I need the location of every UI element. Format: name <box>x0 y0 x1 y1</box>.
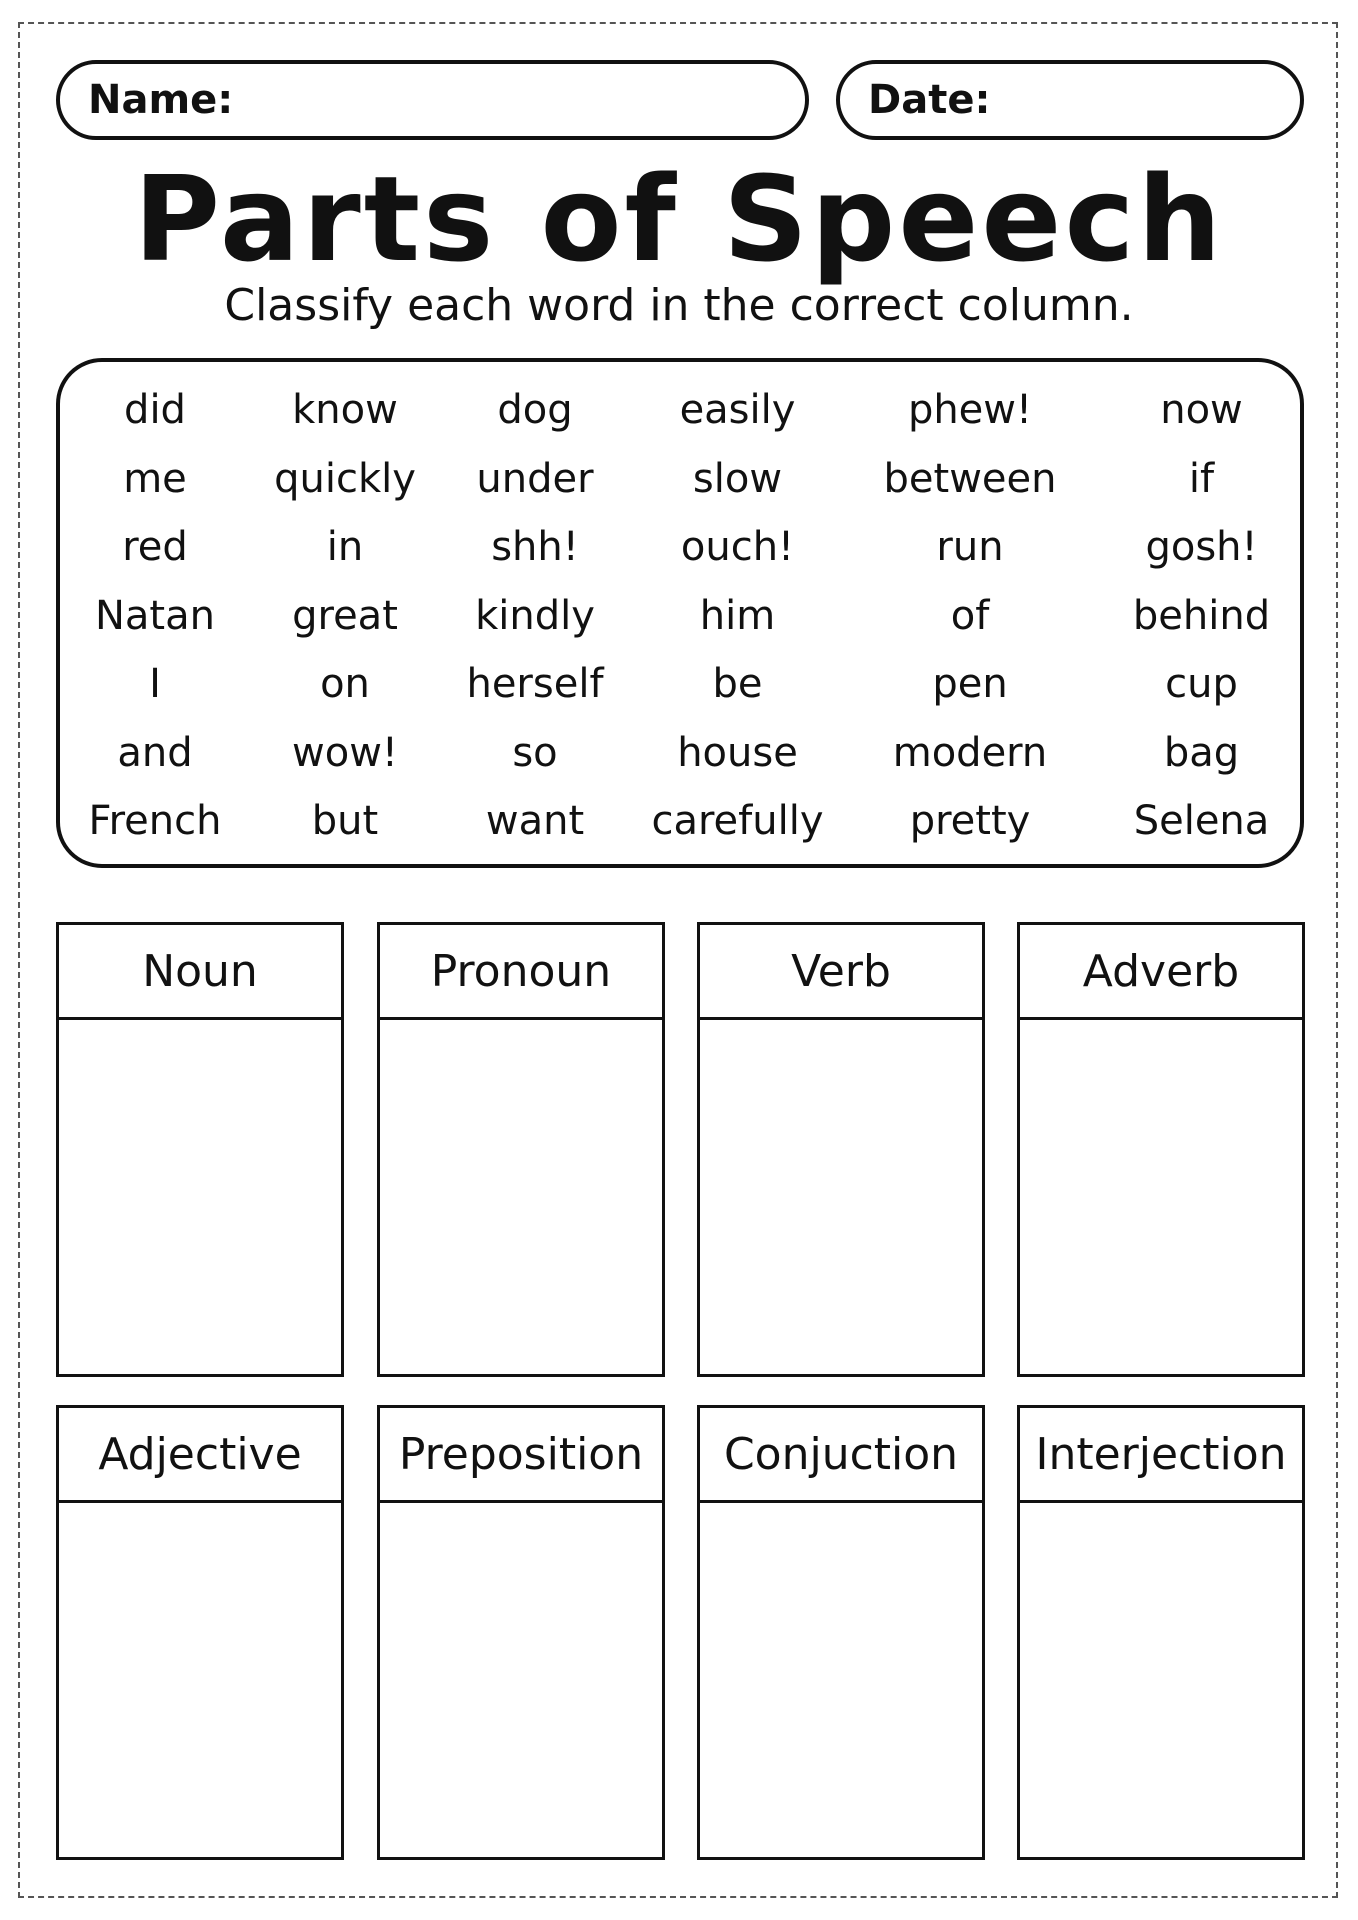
word-bank-item: phew! <box>907 387 1033 434</box>
category-box-preposition <box>377 1405 665 1860</box>
word-bank-item: modern <box>892 729 1048 776</box>
word-bank-item: house <box>677 729 798 776</box>
answer-area[interactable] <box>59 1503 341 1863</box>
answer-area[interactable] <box>380 1020 662 1380</box>
word-bank-item: herself <box>466 661 604 708</box>
word-bank-item: him <box>699 592 776 639</box>
word-bank-item: under <box>476 455 594 502</box>
word-bank-item: of <box>950 592 990 639</box>
category-header: Adjective <box>59 1408 341 1503</box>
word-bank-item: French <box>88 798 222 845</box>
category-header: Noun <box>59 925 341 1020</box>
word-bank-item: kindly <box>475 592 595 639</box>
word-bank-item: great <box>292 592 398 639</box>
date-label: Date: <box>868 77 991 123</box>
word-bank-item: bag <box>1163 729 1240 776</box>
category-header: Conjuction <box>700 1408 982 1503</box>
name-label: Name: <box>88 77 234 123</box>
answer-area[interactable] <box>700 1020 982 1380</box>
word-bank-item: Selena <box>1133 798 1270 845</box>
word-bank-item: want <box>485 798 585 845</box>
answer-area[interactable] <box>380 1503 662 1863</box>
date-field[interactable] <box>836 60 1304 140</box>
word-bank-item: quickly <box>274 455 416 502</box>
answer-area[interactable] <box>59 1020 341 1380</box>
word-bank-item: I <box>149 661 161 708</box>
name-field[interactable] <box>56 60 809 140</box>
category-box-interjection <box>1017 1405 1305 1860</box>
category-header: Preposition <box>380 1408 662 1503</box>
answer-area[interactable] <box>700 1503 982 1863</box>
word-bank-item: slow <box>692 455 783 502</box>
category-box-adverb <box>1017 922 1305 1377</box>
word-bank-item: cup <box>1165 661 1238 708</box>
category-header: Adverb <box>1020 925 1302 1020</box>
word-bank-item: Natan <box>95 592 215 639</box>
word-bank-item: did <box>124 387 186 434</box>
category-box-conjuction <box>697 1405 985 1860</box>
word-bank-item: be <box>712 661 763 708</box>
word-bank-item: run <box>936 524 1004 571</box>
word-bank-item: shh! <box>491 524 579 571</box>
word-bank-item: dog <box>497 387 573 434</box>
category-box-pronoun <box>377 922 665 1377</box>
category-box-adjective <box>56 1405 344 1860</box>
word-bank-item: carefully <box>651 798 824 845</box>
page-title: Parts of Speech <box>133 150 1225 288</box>
answer-area[interactable] <box>1020 1020 1302 1380</box>
word-bank-item: behind <box>1132 592 1271 639</box>
answer-area[interactable] <box>1020 1503 1302 1863</box>
instructions: Classify each word in the correct column. <box>224 280 1134 331</box>
category-box-verb <box>697 922 985 1377</box>
word-bank-item: wow! <box>292 729 398 776</box>
word-bank-item: pretty <box>909 798 1031 845</box>
word-bank-item: on <box>320 661 370 708</box>
word-bank-item: now <box>1160 387 1243 434</box>
word-bank-item: pen <box>932 661 1008 708</box>
word-bank-item: red <box>122 524 188 571</box>
word-bank <box>56 358 1304 868</box>
word-bank-item: know <box>292 387 398 434</box>
word-bank-item: between <box>883 455 1057 502</box>
category-header: Pronoun <box>380 925 662 1020</box>
category-header: Interjection <box>1020 1408 1302 1503</box>
word-bank-item: so <box>512 729 558 776</box>
word-bank-item: but <box>311 798 379 845</box>
word-bank-item: and <box>117 729 193 776</box>
category-header: Verb <box>700 925 982 1020</box>
word-bank-item: me <box>123 455 187 502</box>
word-bank-item: ouch! <box>680 524 795 571</box>
word-bank-item: easily <box>679 387 796 434</box>
word-bank-item: in <box>326 524 364 571</box>
category-box-noun <box>56 922 344 1377</box>
word-bank-item: if <box>1188 455 1215 502</box>
word-bank-item: gosh! <box>1145 524 1258 571</box>
word-grid <box>60 376 1300 856</box>
